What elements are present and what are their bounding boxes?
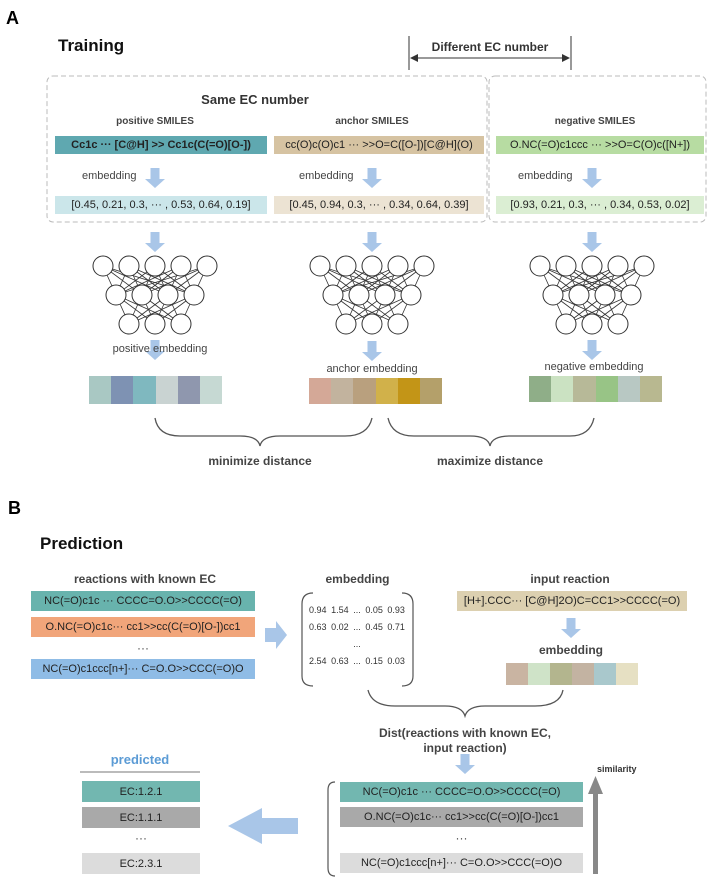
matrix-cell: 0.03 xyxy=(387,655,405,666)
sorted-reaction-2: O.NC(=O)c1c··· cc1>>cc(C(=O)[O-])cc1 xyxy=(340,807,583,827)
right-arrow-icon xyxy=(265,621,287,649)
matrix-row xyxy=(309,635,405,652)
negative-embedding-label: embedding xyxy=(518,170,573,182)
input-embedding-cell xyxy=(506,663,528,685)
anchor-embedding-cell xyxy=(309,378,331,404)
known-reaction-1: NC(=O)c1c ··· CCCC=O.O>>CCCC(=O) xyxy=(31,591,255,611)
input-embedding-cell xyxy=(616,663,638,685)
anchor-vector: [0.45, 0.94, 0.3, ··· , 0.34, 0.64, 0.39] xyxy=(274,196,484,214)
neural-networks xyxy=(93,256,654,334)
section-b-letter: B xyxy=(8,498,21,518)
matrix-cell: 0.15 xyxy=(365,655,383,666)
predicted-ec-3: EC:2.3.1 xyxy=(82,853,200,874)
input-embedding-cell xyxy=(572,663,594,685)
down-arrow-icon xyxy=(561,618,581,638)
prediction-title: Prediction xyxy=(40,534,124,553)
neural-network-icon xyxy=(310,256,434,334)
left-arrow-icon xyxy=(228,808,298,844)
maximize-distance-label: maximize distance xyxy=(436,454,544,468)
matrix-row xyxy=(309,601,405,618)
positive-embedding-cell xyxy=(200,376,222,404)
negative-embedding-cell xyxy=(640,376,662,402)
known-reactions-dots: ··· xyxy=(137,641,149,655)
sorted-bracket xyxy=(328,782,335,876)
training-title: Training xyxy=(58,36,125,55)
matrix-cell: 2.54 xyxy=(309,655,327,666)
positive-embedding-cell xyxy=(89,376,111,404)
anchor-embedding-cell xyxy=(331,378,353,404)
sorted-reaction-1: NC(=O)c1c ··· CCCC=O.O>>CCCC(=O) xyxy=(340,782,583,802)
anchor-embedding-output-label: anchor embedding xyxy=(326,363,418,375)
neural-network-icon xyxy=(530,256,654,334)
predicted-title: predicted xyxy=(110,752,170,767)
similarity-label: similarity xyxy=(597,764,637,774)
input-reaction-box: [H+].CCC··· [C@H]2O)C=CC1>>CCCC(=O) xyxy=(457,591,687,611)
similarity-arrow-shaft xyxy=(593,792,598,874)
embedding-matrix-title: embedding xyxy=(325,572,390,586)
negative-smiles-box: O.NC(=O)c1ccc ··· >>O=C(O)c([N+]) xyxy=(496,136,704,154)
known-reaction-2: O.NC(=O)c1c··· cc1>>cc(C(=O)[O-])cc1 xyxy=(31,617,255,637)
anchor-embedding-stripe xyxy=(309,378,442,404)
positive-embedding-label: embedding xyxy=(82,170,137,182)
input-reaction-title: input reaction xyxy=(530,572,610,586)
down-arrow-icon xyxy=(362,232,382,252)
down-arrow-icon xyxy=(582,232,602,252)
predicted-ec-2: EC:1.1.1 xyxy=(82,807,200,828)
dist-label-line1: Dist(reactions with known EC, xyxy=(378,726,552,740)
positive-smiles-label: positive SMILES xyxy=(116,116,194,127)
input-embedding-cell xyxy=(594,663,616,685)
predicted-dots: ··· xyxy=(135,831,147,845)
embedding-matrix xyxy=(309,601,405,669)
anchor-embedding-cell xyxy=(398,378,420,404)
negative-smiles-label: negative SMILES xyxy=(554,116,636,127)
anchor-smiles-label: anchor SMILES xyxy=(335,116,409,127)
down-arrow-icon xyxy=(582,340,602,360)
known-reaction-3: NC(=O)c1ccc[n+]··· C=O.O>>CCC(=O)O xyxy=(31,659,255,679)
dist-label-line2: input reaction) xyxy=(423,741,507,755)
down-arrow-icon xyxy=(362,168,382,188)
matrix-cell: 0.63 xyxy=(309,621,327,632)
positive-smiles-box: Cc1c ··· [C@H] >> Cc1c(C(=O)[O-]) xyxy=(55,136,267,154)
negative-embedding-cell xyxy=(618,376,640,402)
down-arrow-icon xyxy=(145,168,165,188)
down-arrow-icon xyxy=(582,168,602,188)
positive-vector: [0.45, 0.21, 0.3, ··· , 0.53, 0.64, 0.19] xyxy=(55,196,267,214)
negative-embedding-cell xyxy=(529,376,551,402)
minimize-brace xyxy=(155,418,372,446)
negative-embedding-cell xyxy=(551,376,573,402)
minimize-distance-label: minimize distance xyxy=(208,454,312,468)
positive-embedding-output-label: positive embedding xyxy=(112,343,208,355)
matrix-row xyxy=(309,652,405,669)
input-embedding-label: embedding xyxy=(538,643,603,657)
matrix-cell: 0.63 xyxy=(331,655,349,666)
anchor-embedding-cell xyxy=(420,378,442,404)
negative-vector: [0.93, 0.21, 0.3, ··· , 0.34, 0.53, 0.02] xyxy=(496,196,704,214)
matrix-cell: 0.71 xyxy=(387,621,405,632)
down-arrow-icon xyxy=(455,754,475,774)
matrix-cell: ... xyxy=(353,655,361,666)
positive-embedding-stripe xyxy=(89,376,222,404)
positive-embedding-cell xyxy=(156,376,178,404)
input-embedding-stripe xyxy=(506,663,638,685)
matrix-cell: 1.54 xyxy=(331,604,349,615)
input-embedding-cell xyxy=(528,663,550,685)
anchor-smiles-box: cc(O)c(O)c1 ··· >>O=C([O-])[C@H](O) xyxy=(274,136,484,154)
matrix-cell: 0.45 xyxy=(365,621,383,632)
anchor-embedding-label: embedding xyxy=(299,170,354,182)
positive-embedding-cell xyxy=(111,376,133,404)
maximize-brace xyxy=(388,418,594,446)
matrix-cell: 0.05 xyxy=(365,604,383,615)
different-ec-label: Different EC number xyxy=(431,40,549,54)
matrix-cell: ... xyxy=(353,621,361,632)
section-a-letter: A xyxy=(6,8,19,28)
matrix-cell: 0.93 xyxy=(387,604,405,615)
positive-embedding-cell xyxy=(133,376,155,404)
matrix-cell: 0.02 xyxy=(331,621,349,632)
matrix-cell: 0.94 xyxy=(309,604,327,615)
input-embedding-cell xyxy=(550,663,572,685)
negative-embedding-cell xyxy=(596,376,618,402)
neural-network-icon xyxy=(93,256,217,334)
matrix-cell: ... xyxy=(353,604,361,615)
same-ec-label: Same EC number xyxy=(201,92,309,107)
positive-embedding-cell xyxy=(178,376,200,404)
predicted-ec-1: EC:1.2.1 xyxy=(82,781,200,802)
down-arrow-icon xyxy=(362,341,382,361)
negative-embedding-stripe xyxy=(529,376,662,402)
dist-brace xyxy=(368,690,563,716)
negative-embedding-cell xyxy=(573,376,595,402)
anchor-embedding-cell xyxy=(376,378,398,404)
sorted-reactions-dots: ··· xyxy=(455,831,468,845)
negative-embedding-output-label: negative embedding xyxy=(544,361,644,373)
anchor-embedding-cell xyxy=(353,378,375,404)
matrix-cell: ... xyxy=(353,638,361,649)
matrix-row xyxy=(309,618,405,635)
sorted-reaction-3: NC(=O)c1ccc[n+]··· C=O.O>>CCC(=O)O xyxy=(340,853,583,873)
down-arrow-icon xyxy=(145,232,165,252)
known-reactions-title: reactions with known EC xyxy=(73,572,217,586)
similarity-arrow-head xyxy=(588,776,603,794)
